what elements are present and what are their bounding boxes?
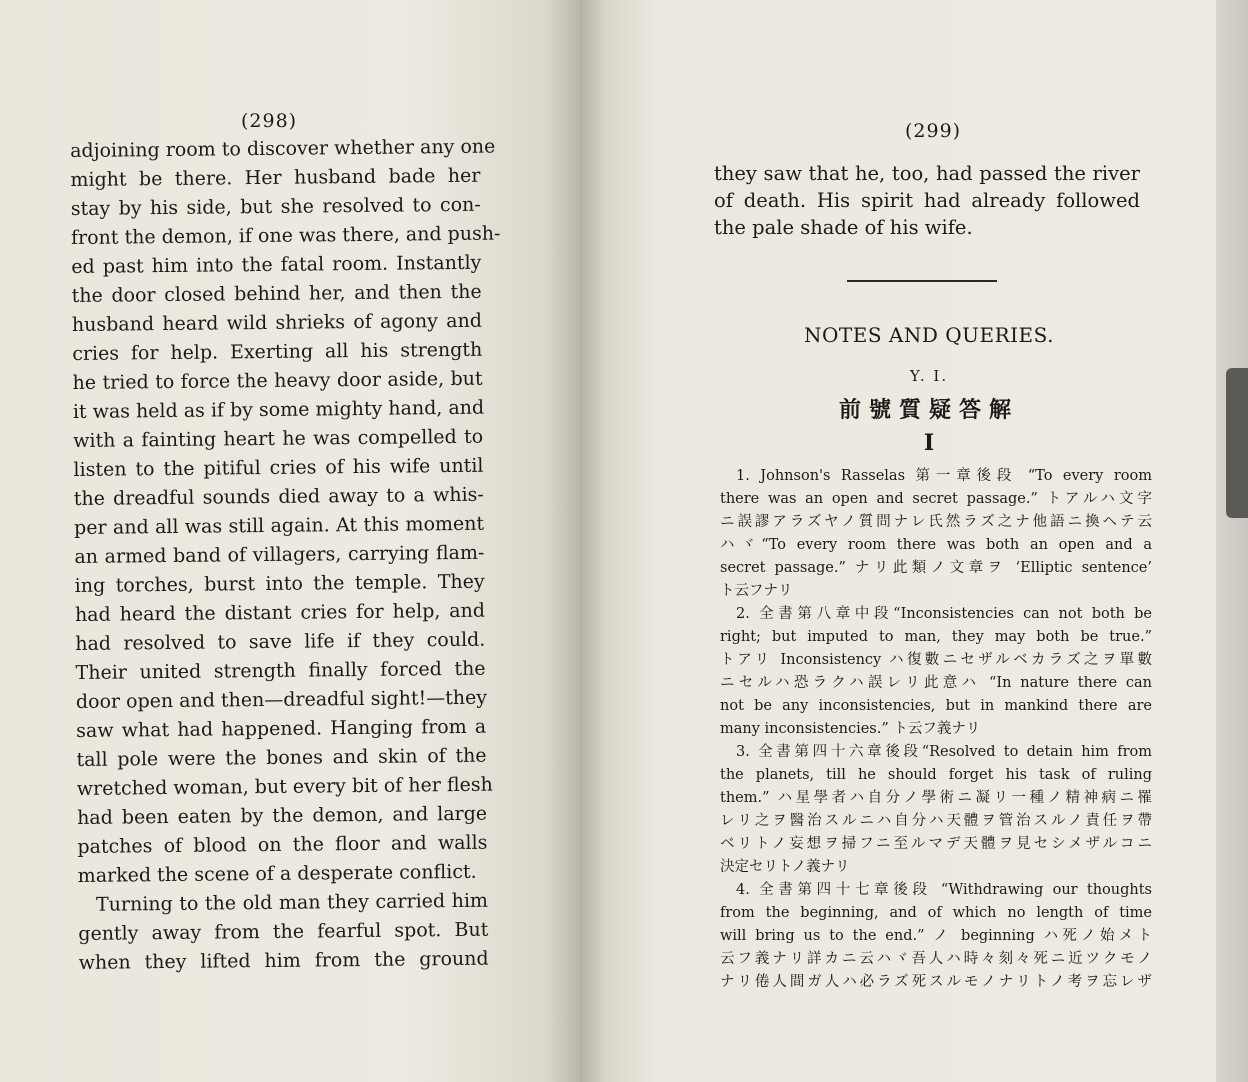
note-line: secret passage.” ナリ此類ノ文章ヲ ‘Elliptic sentence’	[720, 560, 1152, 576]
note-line: 1. Johnson's Rasselas 第一章後段 “To every room	[736, 468, 1152, 484]
body-line: tall pole were the bones and skin of the	[76, 744, 487, 771]
body-line: he tried to force the heavy door aside, but	[72, 367, 483, 394]
note-line: right; but imputed to man, they may both be true.”	[720, 629, 1152, 645]
note-line: there was an open and secret passage.” トアルハ文字	[720, 491, 1152, 507]
body-line: with a fainting heart he was compelled to	[73, 425, 484, 452]
body-line: had resolved to save life if they could.	[75, 628, 486, 655]
note-line: 4. 全書第四十七章後段 “Withdrawing our thoughts	[736, 882, 1152, 898]
author-initials: Y. I.	[909, 367, 949, 385]
body-line: ed past him into the fatal room. Instantly	[71, 251, 482, 278]
note-line: トアリ Inconsistency ハ復數ニセザルベカラズ之ヲ單數	[720, 652, 1152, 668]
right-page-number: (299)	[905, 120, 962, 142]
body-line: it was held as if by some mighty hand, and	[72, 396, 485, 423]
section-title: NOTES AND QUERIES.	[804, 323, 1054, 347]
body-line: marked the scene of a desperate conflict.	[77, 860, 477, 887]
body-line: front the demon, if one was there, and push-	[70, 222, 501, 249]
body-line: Turning to the old man they carried him	[95, 889, 489, 916]
note-line: 云フ義ナリ詳カニ云ハヾ吾人ハ時々刻々死ニ近ツクモノ	[720, 951, 1152, 967]
body-line: an armed band of villagers, carrying flam-	[74, 541, 485, 568]
body-line: they saw that he, too, had passed the river	[714, 162, 1140, 185]
left-page-number: (298)	[241, 110, 298, 132]
section-divider	[847, 280, 997, 282]
body-line: might be there. Her husband bade her	[70, 164, 481, 191]
left-page-body	[70, 133, 501, 978]
note-line: 2. 全書第八章中段“Inconsistencies can not both be	[736, 606, 1152, 622]
note-line: ニセルハ恐ラクハ誤レリ此意ハ “In nature there can	[720, 675, 1152, 691]
note-line: will bring us to the end.” ノ beginning ハ死ノ始メト	[720, 928, 1152, 944]
body-line: had been eaten by the demon, and large	[77, 802, 488, 829]
section-number: I	[923, 430, 935, 456]
note-line: ハヾ“To every room there was both an open and a	[720, 537, 1152, 553]
notes-body	[720, 465, 1152, 994]
right-page-body	[714, 160, 1140, 241]
note-line: レリ之ヲ醫治スルニハ自分ハ天體ヲ管治スルノ責任ヲ帶	[720, 813, 1152, 829]
body-line: the door closed behind her, and then the	[71, 280, 482, 307]
body-line: the pale shade of his wife.	[714, 216, 973, 239]
note-line: many inconsistencies.” ト云フ義ナリ	[720, 721, 981, 737]
note-line: ベリトノ妄想ヲ掃フニ至ルマデ天體ヲ見セシメザルコニ	[720, 836, 1152, 852]
body-line: Their united strength finally forced the	[75, 657, 486, 684]
japanese-title: 前號質疑答解	[838, 397, 1019, 423]
note-line: 3. 全書第四十六章後段“Resolved to detain him from	[736, 744, 1152, 760]
body-line: adjoining room to discover whether any one	[70, 135, 496, 162]
note-line: ナリ倦人間ガ人ハ必ラズ死スルモノナリトノ考ヲ忘レザ	[720, 974, 1152, 990]
note-line: them.” ハ星學者ハ自分ノ學術ニ凝リ一種ノ精神病ニ罹	[720, 790, 1152, 806]
note-line: ニ誤謬アラズヤノ質問ナレ氏然ラズ之ナ他語ニ換ヘテ云	[720, 514, 1152, 530]
note-line: ト云フナリ	[720, 583, 793, 599]
body-line: patches of blood on the floor and walls	[77, 831, 488, 858]
body-line: the dreadful sounds died away to a whis-	[73, 483, 484, 510]
body-line: ing torches, burst into the temple. They	[74, 570, 485, 597]
body-line: cries for help. Exerting all his strength	[72, 338, 483, 365]
body-line: door open and then—dreadful sight!—they	[75, 686, 488, 713]
body-line: of death. His spirit had already followed	[714, 189, 1140, 212]
body-line: when they lifted him from the ground	[78, 947, 489, 974]
body-line: gently away from the fearful spot. But	[78, 918, 489, 945]
background-edge	[1216, 0, 1248, 1082]
body-line: stay by his side, but she resolved to con-	[70, 193, 481, 220]
body-line: saw what had happened. Hanging from a	[76, 715, 487, 742]
note-line: the planets, till he should forget his task of ruling	[720, 767, 1152, 783]
note-line: 決定セリトノ義ナリ	[720, 859, 850, 875]
body-line: husband heard wild shrieks of agony and	[71, 309, 483, 336]
body-line: wretched woman, but every bit of her flesh	[76, 773, 493, 800]
note-line: not be any inconsistencies, but in mankind there are	[720, 698, 1152, 714]
note-line: from the beginning, and of which no length of time	[720, 905, 1152, 921]
body-line: had heard the distant cries for help, and	[74, 599, 486, 626]
body-line: per and all was still again. At this moment	[73, 512, 485, 539]
body-line: listen to the pitiful cries of his wife until	[73, 454, 484, 481]
background-object	[1226, 368, 1248, 518]
